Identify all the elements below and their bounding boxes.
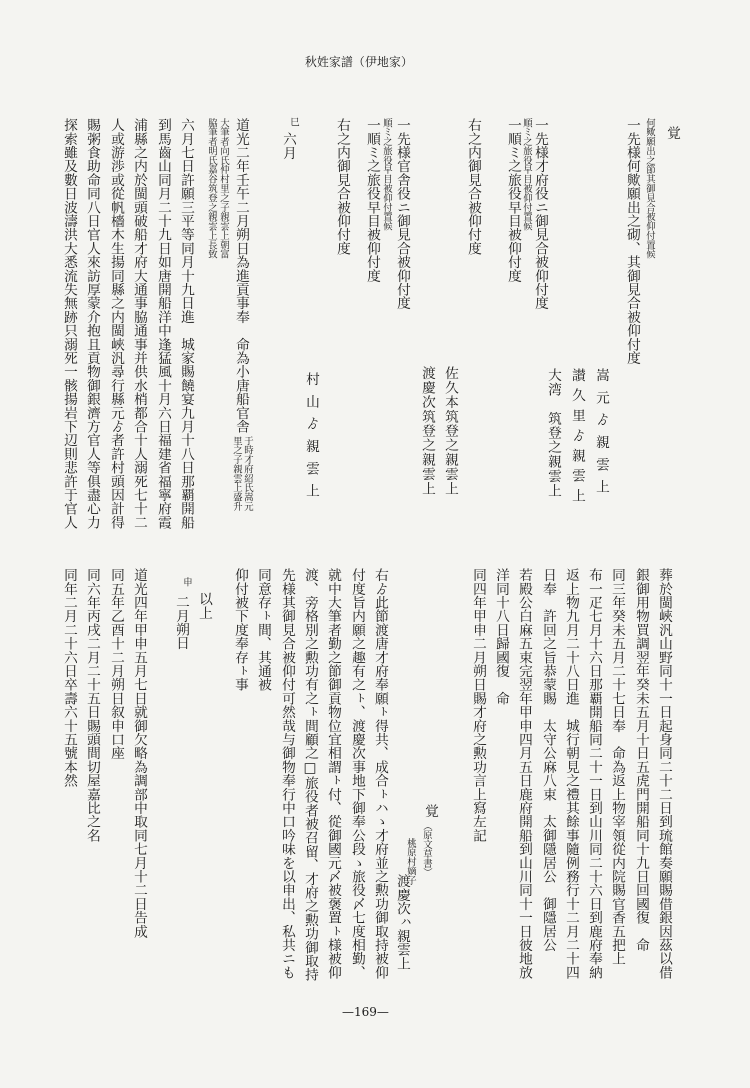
- text-column: 六月七日許願三平等同月十九日進 城家賜饒宴九月十八日那覇開船: [178, 118, 194, 529]
- memo-heading: 覚: [664, 126, 680, 140]
- text-column: 浦縣之内於閩頭破船才府大通事脇通事并供水梢都合十人溺死七十二: [131, 118, 147, 529]
- record-line: 同年二月二十六日卒壽六十五號本然: [61, 568, 77, 788]
- memo-item-note: 順ミ之旅役早目被仰付置候: [381, 118, 392, 231]
- name-entry: 讃久里ゟ親雲上: [569, 368, 585, 509]
- scribe-note: 大筆者向氏仲村里之子親雲上朝富: [218, 118, 229, 259]
- text-column: 洋同十八日歸國復 命: [493, 568, 509, 705]
- memo-item: 一先様才府役ニ御見合被仰付度: [532, 118, 548, 310]
- text-column: 人或游渉或從帆檣木生揚同縣之内閩峽汎尋行縣元ゟ者許村頭因計得: [108, 118, 124, 529]
- text-column: 葬於閩峽汎山野同十一日起身同二十二日到琉館奏願賜借銀因茲以借: [656, 568, 672, 979]
- text-column: 日奉 許回之旨恭蒙賜 太守公麻八束 太御隱居公 御隱居公: [540, 568, 556, 952]
- name-entry: 村山ゟ親雲上: [303, 372, 319, 506]
- memo-heading: 覚: [422, 804, 438, 818]
- page-header-title: 秋姓家譜（伊地家）: [305, 55, 413, 69]
- name-entry: 佐久本筑登之親雲上: [442, 366, 458, 496]
- addressee-note: 桃原村嫡子: [405, 838, 416, 885]
- record-line: 道光四年甲申五月七日就御欠略為調部中取同七月十二日告成: [131, 568, 147, 938]
- record-line: 同五年乙酉十二月朔日叙申口座: [108, 568, 124, 760]
- page-number: —169—: [342, 1005, 389, 1019]
- memo-body-line: 渡、旁格別之勲功有之ㇳ間顧之□旅役者被召留、才府之勲功御取持: [302, 568, 318, 982]
- name-entry: 嵩元ゟ親雲上: [593, 368, 609, 502]
- text-column: 道光二年壬午二月朔日為進貢事奉 命為小唐船官舎: [233, 118, 249, 434]
- memo-source-note: （原文草書）: [421, 821, 432, 878]
- memo-item: 一順ミ之旅役早目被仰付度: [364, 118, 380, 283]
- memo-body-line: 先様其御見合被仰付可然哉与御物奉行中口吟味を以申出、私共ニも: [279, 568, 295, 979]
- text-column: 同四年甲申二月朔日賜才府之勲功言上寫左記: [470, 568, 486, 842]
- memo-item: 右之内御見合被仰付度: [465, 118, 481, 255]
- scribe-note: 脇筆者明氏嘉谷筑登之親雲上長致: [206, 118, 217, 259]
- memo-item: 一順ミ之旅役早目被仰付度: [505, 118, 521, 283]
- text-column: 到馬齒山同月二十九日如唐開船洋中逢猛風十月六日福建省福寧府霞: [155, 118, 171, 529]
- text-column: 若殿公白麻五束完翌年甲申四月五日鹿府開船到山川同十一日彼地放: [516, 568, 532, 979]
- memo-date-era: 申: [181, 577, 192, 587]
- memo-body-line: 同意存ㇳ間、其通被: [255, 568, 271, 692]
- memo-date-month: 六月: [280, 132, 296, 160]
- name-entry: 渡慶次筑登之親雲上: [419, 366, 435, 496]
- text-column: 銀御用物買調翌年癸未五月十日五虎門開船同十九日回國復 命: [633, 568, 649, 952]
- text-column: 同三年癸未五月二十七日奉 命為返上物宰領從内院賜官香五把上: [609, 568, 625, 966]
- officer-note: 里之子親雲上盛升: [231, 436, 242, 512]
- memo-date: 二月朔日: [173, 595, 189, 650]
- memo-item: 一先様官舎役ニ御見合被仰付度: [394, 118, 410, 310]
- memo-closing: 以上: [196, 592, 212, 620]
- addressee: 渡慶次ㇵ親雲上: [394, 874, 410, 970]
- record-line: 同六年丙戌二月二十五日賜頭間切屋嘉比之名: [84, 568, 100, 842]
- memo-body-line: 右ゟ此節渡唐才府奉願ㇳ得共、成合ㇳハゝ才府並之勲功御取持被仰: [372, 568, 388, 979]
- text-column: 賜粥食助命同八日官人來訪厚蒙介抱且貢物御銀濟方官人等俱盡心力: [84, 118, 100, 529]
- memo-item: 一先様何歟願出之砌、其御見合被仰付度: [624, 118, 640, 365]
- memo-body-line: 付度旨内願之趣有之ㇳ、渡慶次事地下御奉公段ゝ旅役〆七度相勤、: [349, 568, 365, 979]
- memo-item-note: 順ミ之旅役早目被仰付置候: [521, 118, 532, 231]
- text-column: 布一疋七月十六日那覇開船同二十一日到山川同二十六日到鹿府奉納: [586, 568, 602, 979]
- memo-date-era: 巳: [288, 117, 299, 127]
- memo-item-note: 何歟願出之節其御見合被仰付置候: [644, 118, 655, 259]
- officer-note: 于時才府紹氏嵩元: [242, 436, 253, 512]
- text-column: 返上物九月二十八日進 城行朝見之禮其餘事隨例務行十二月二十四: [563, 568, 579, 979]
- name-entry: 大湾 筑登之親雲上: [545, 368, 561, 498]
- memo-body-line: 就中大筆者勤之節御貢物位宜相謂ㇳ付、從御國元〆被褒置ㇳ様被仰: [325, 568, 341, 979]
- memo-item: 右之内御見合被仰付度: [334, 118, 350, 255]
- text-column: 探索雖及數日波濤洪大悉流失無跡只溺死一骸揚岩下辺則悲許于官人: [61, 118, 77, 529]
- memo-body-line: 仰付被下度奉存ㇳ事: [232, 568, 248, 692]
